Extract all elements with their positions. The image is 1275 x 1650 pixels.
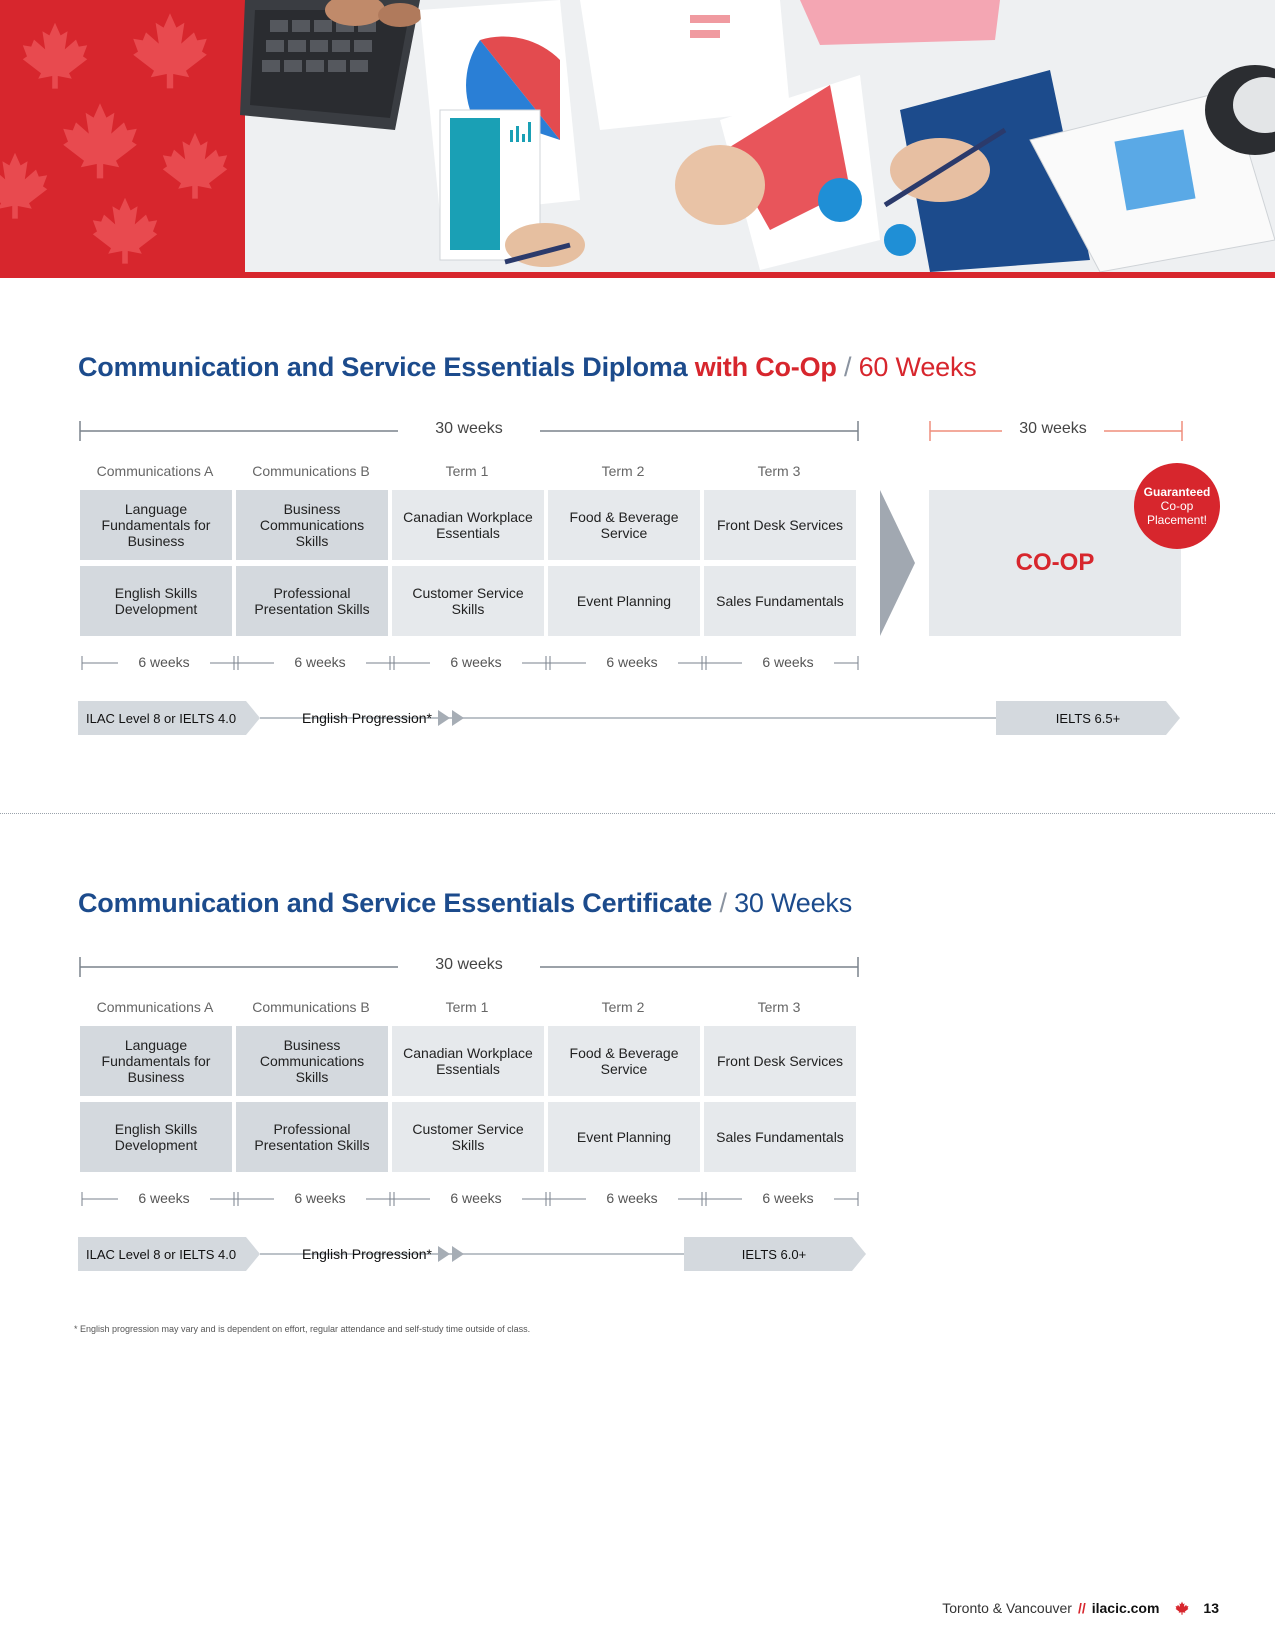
program2-title-separator: / [719,888,727,918]
banner-red-bar [0,272,1275,278]
header-banner [0,0,1275,272]
double-chevron-icon [438,1246,450,1262]
program1-diagram [0,415,1275,745]
program2-start-level: ILAC Level 8 or IELTS 4.0 [86,1246,237,1262]
banner-illustration [0,0,1275,272]
program1-start-level: ILAC Level 8 or IELTS 4.0 [86,710,237,726]
program2-course-cell: Customer Service Skills [392,1102,544,1172]
program2-term-header: Communications B [252,999,370,1015]
program2-course-cell: Front Desk Services [704,1026,856,1096]
program1-course-cell: Customer Service Skills [392,566,544,636]
program1-course-cell: Food & Beverage Service [548,490,700,560]
program2-term-header: Term 1 [445,999,489,1015]
program2-course-cell: Event Planning [548,1102,700,1172]
program1-course-cell: Business Communications Skills [236,490,388,560]
program1-title-main: Communication and Service Essentials Diploma [78,352,688,382]
program1-term-header: Communications A [96,463,214,479]
section-divider [0,813,1275,814]
program2-end-level: IELTS 6.0+ [741,1246,807,1262]
program2-course-cell: Food & Beverage Service [548,1026,700,1096]
program1-study-span-label: 30 weeks [435,420,503,437]
program1-weeks-label: 6 weeks [274,654,366,670]
program1-title-duration: 60 Weeks [858,352,977,382]
program1-title [78,352,977,383]
guaranteed-coop-badge [1134,463,1220,549]
program1-weeks-label: 6 weeks [118,654,210,670]
program2-weeks-label: 6 weeks [742,1190,834,1206]
program1-term-header: Term 3 [757,463,801,479]
program2-term-header: Term 3 [757,999,801,1015]
coop-box: CO-OP [929,490,1181,636]
footer-separator: // [1077,1600,1086,1616]
program1-term-header: Communications B [252,463,370,479]
program2-title-main: Communication and Service Essentials Certificate [78,888,713,918]
program2-term-header: Communications A [96,999,214,1015]
program2-course-cell: Sales Fundamentals [704,1102,856,1172]
program1-course-cell: Front Desk Services [704,490,856,560]
badge-line3: Placement! [1146,513,1208,527]
badge-line2: Co-op [1160,499,1194,513]
footnote: * English progression may vary and is dependent on effort, regular attendance and self-study time outside of class. [74,1324,531,1334]
program1-course-cell: Language Fundamentals for Business [80,490,232,560]
program2-title [78,888,852,919]
program2-weeks-label: 6 weeks [586,1190,678,1206]
program2-course-cell: Canadian Workplace Essentials [392,1026,544,1096]
program1-end-level: IELTS 6.5+ [1055,710,1121,726]
program1-course-cell: Canadian Workplace Essentials [392,490,544,560]
program2-term-header: Term 2 [601,999,645,1015]
program1-weeks-label: 6 weeks [742,654,834,670]
program2-diagram [0,951,1275,1281]
program1-weeks-label: 6 weeks [430,654,522,670]
program1-coop-span-label: 30 weeks [1019,420,1087,437]
program2-title-duration: 30 Weeks [734,888,853,918]
program1-course-cell: Professional Presentation Skills [236,566,388,636]
program2-weeks-label: 6 weeks [274,1190,366,1206]
footer-site-link[interactable]: ilacic.com [1091,1600,1160,1616]
program1-title-accent: with Co-Op [694,352,837,382]
program2-course-cell: Business Communications Skills [236,1026,388,1096]
program2-course-cell: English Skills Development [80,1102,232,1172]
double-chevron-icon [438,710,450,726]
program2-course-cell: Professional Presentation Skills [236,1102,388,1172]
program2-course-cell: Language Fundamentals for Business [80,1026,232,1096]
page-footer [942,1600,1219,1616]
program1-term-header: Term 2 [601,463,645,479]
program2-weeks-label: 6 weeks [118,1190,210,1206]
program2-progression-label: English Progression* [302,1246,432,1262]
program1-progression-label: English Progression* [302,710,432,726]
program1-term-header: Term 1 [445,463,489,479]
page-number: 13 [1203,1600,1219,1616]
footer-location: Toronto & Vancouver [942,1600,1072,1616]
program2-study-span-label: 30 weeks [435,956,503,973]
program2-weeks-label: 6 weeks [430,1190,522,1206]
program1-weeks-label: 6 weeks [586,654,678,670]
maple-leaf-icon [1175,1601,1189,1615]
program1-course-cell: Sales Fundamentals [704,566,856,636]
arrow-chevron-icon [880,490,915,636]
badge-line1: Guaranteed [1143,485,1211,499]
program1-course-cell: Event Planning [548,566,700,636]
program1-title-separator: / [843,352,852,382]
program1-course-cell: English Skills Development [80,566,232,636]
